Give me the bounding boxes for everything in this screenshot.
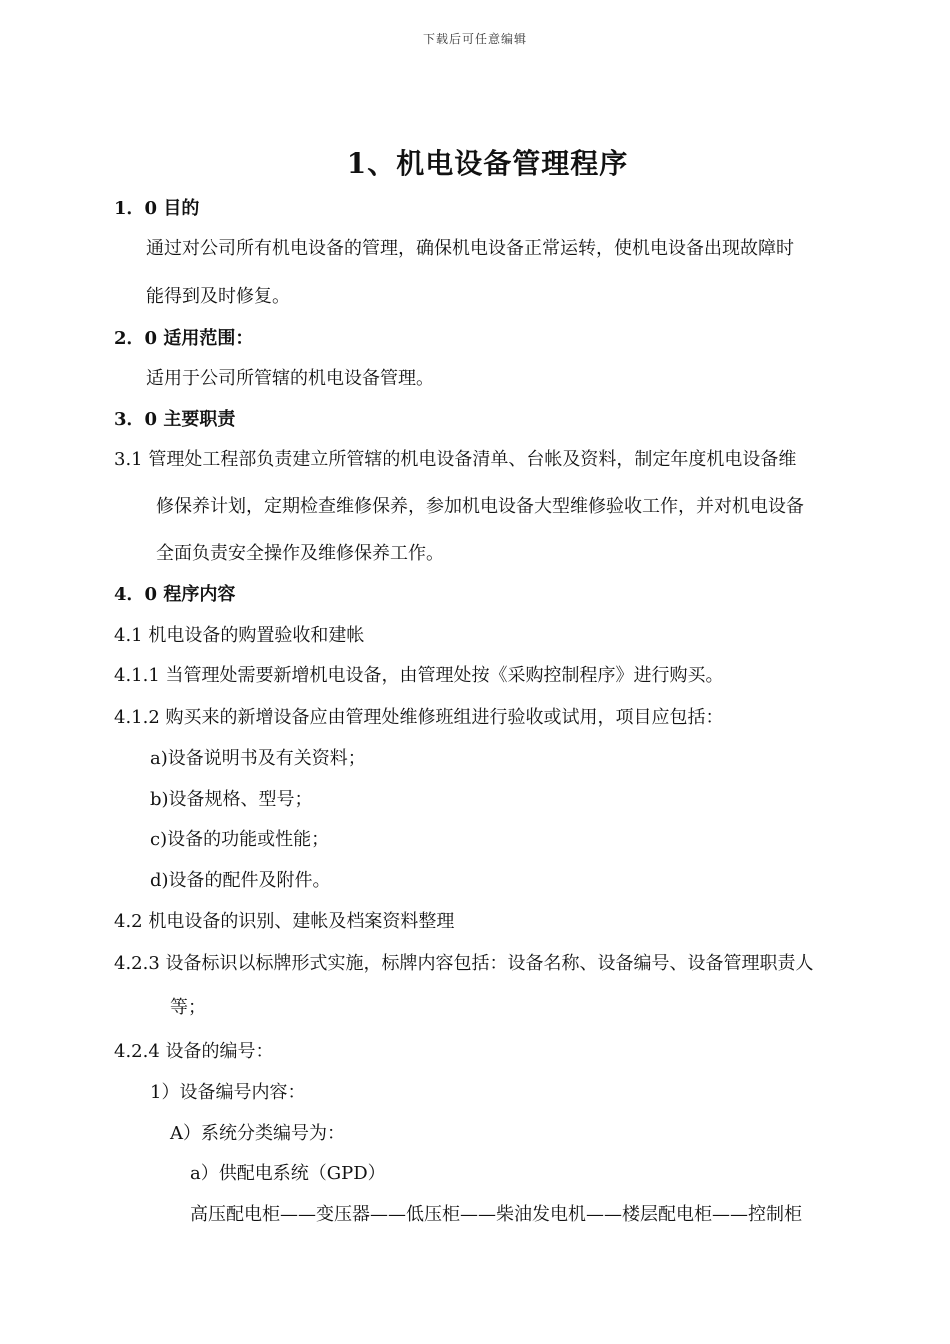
page-title: 1、机电设备管理程序: [346, 147, 629, 180]
section-3-1-line-2: 修保养计划，定期检查维修保养，参加机电设备大型维修验收工作，并对机电设备: [156, 496, 804, 517]
subsection-A: A）系统分类编号为：: [170, 1123, 345, 1144]
section-2-heading: 2．0 适用范围：: [114, 328, 254, 349]
section-4-1-1: 4.1.1 当管理处需要新增机电设备，由管理处按《采购控制程序》进行购买。: [114, 665, 724, 686]
equipment-chain: 高压配电柜——变压器——低压柜——柴油发电机——楼层配电柜——控制柜: [190, 1204, 802, 1225]
section-1-paragraph-line-1: 通过对公司所有机电设备的管理，确保机电设备正常运转，使机电设备出现故障时: [146, 238, 794, 259]
section-3-1-line-3: 全面负责安全操作及维修保养工作。: [156, 543, 444, 564]
subsection-1: 1）设备编号内容：: [150, 1082, 306, 1103]
section-4-1: 4.1 机电设备的购置验收和建帐: [114, 625, 365, 646]
list-item-c: c)设备的功能或性能；: [150, 829, 330, 850]
subsection-a: a）供配电系统（GPD）: [190, 1163, 386, 1184]
section-1-heading: 1．0 目的: [114, 198, 200, 219]
section-3-heading: 3．0 主要职责: [114, 409, 236, 430]
section-3-1-line-1: 3.1 管理处工程部负责建立所管辖的机电设备清单、台帐及资料，制定年度机电设备维: [114, 449, 797, 470]
section-1-paragraph-line-2: 能得到及时修复。: [146, 286, 290, 307]
list-item-a: a)设备说明书及有关资料；: [150, 748, 366, 769]
section-4-2-4: 4.2.4 设备的编号：: [114, 1041, 274, 1062]
list-item-b: b)设备规格、型号；: [150, 789, 313, 810]
list-item-d: d)设备的配件及附件。: [150, 870, 331, 891]
section-4-heading: 4．0 程序内容: [114, 584, 236, 605]
section-4-2: 4.2 机电设备的识别、建帐及档案资料整理: [114, 911, 455, 932]
section-4-1-2: 4.1.2 购买来的新增设备应由管理处维修班组进行验收或试用，项目应包括：: [114, 707, 724, 728]
section-2-paragraph: 适用于公司所管辖的机电设备管理。: [146, 368, 434, 389]
section-4-2-3-line-2: 等；: [170, 997, 206, 1018]
section-4-2-3-line-1: 4.2.3 设备标识以标牌形式实施，标牌内容包括：设备名称、设备编号、设备管理职责人: [114, 953, 814, 974]
header-note: 下载后可任意编辑: [422, 32, 527, 46]
